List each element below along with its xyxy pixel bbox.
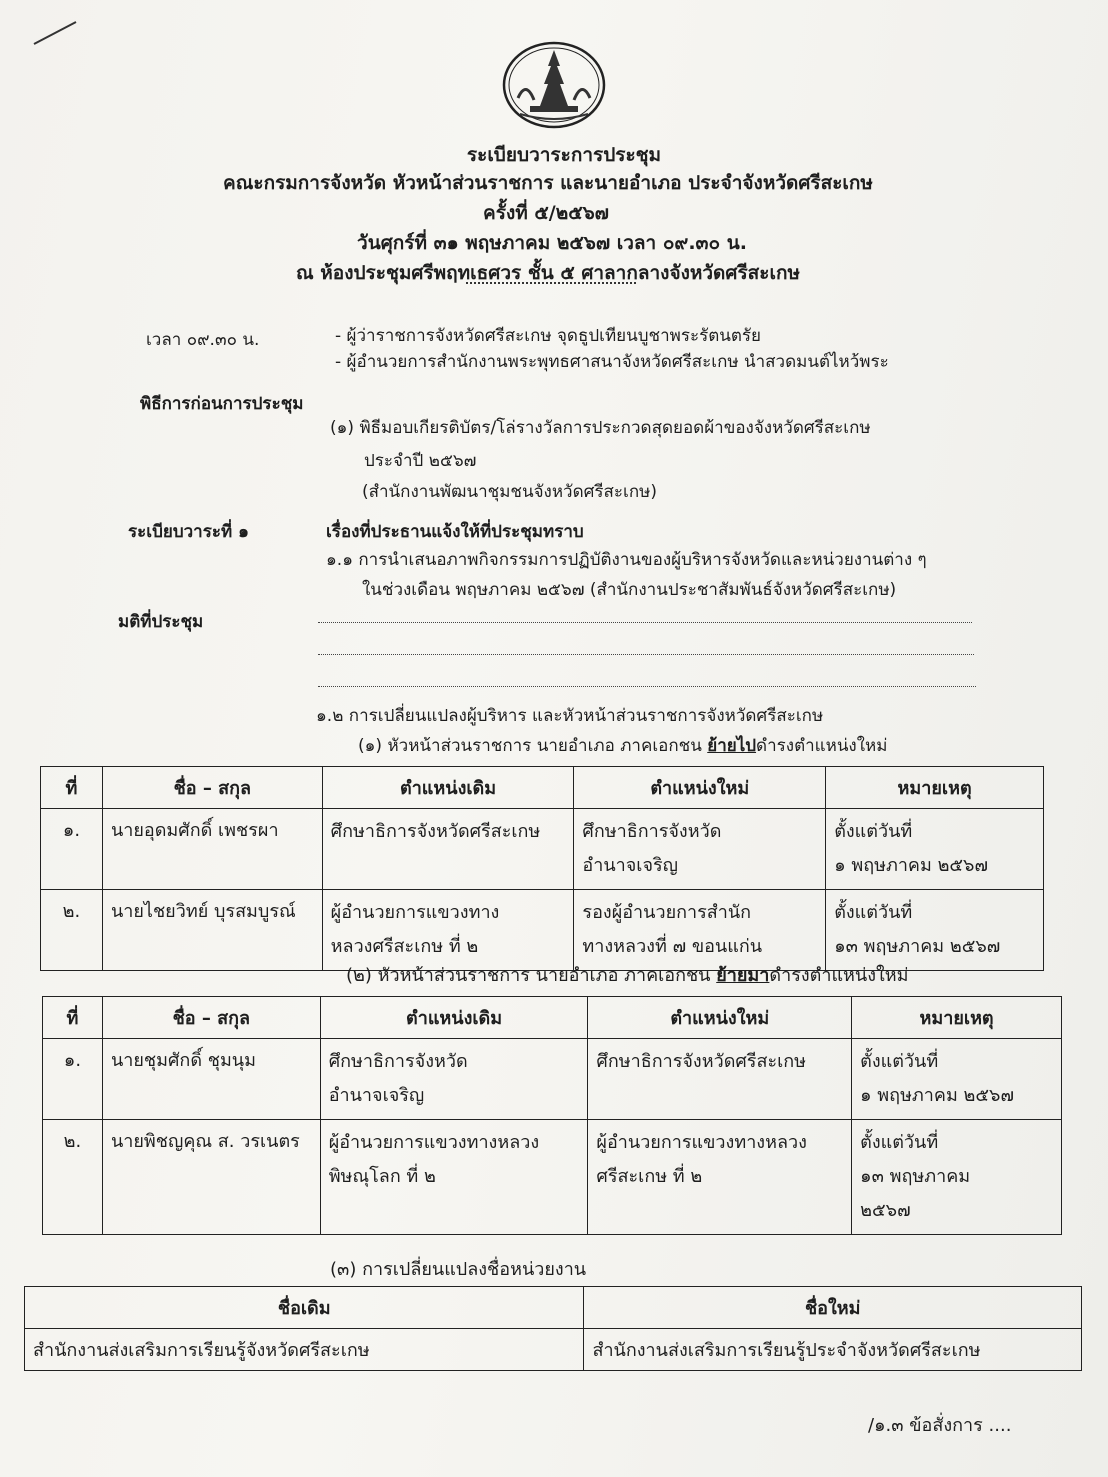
agenda-item-1-1: ๑.๑ การนำเสนอภาพกิจกรรมการปฏิบัติงานของผู้บริหารจังหวัดและหน่วยงานต่าง ๆ: [326, 550, 927, 570]
old-agency-name: สำนักงานส่งเสริมการเรียนรู้จังหวัดศรีสะเกษ: [25, 1329, 584, 1371]
column-header: ตำแหน่งใหม่: [588, 997, 852, 1039]
remark: ตั้งแต่วันที่ ๑ พฤษภาคม ๒๕๖๗: [852, 1039, 1062, 1120]
pre-meeting-item-year: ประจำปี ๒๕๖๗: [364, 451, 477, 471]
agenda-item-1-1-cont: ในช่วงเดือน พฤษภาคม ๒๕๖๗ (สำนักงานประชาสัมพันธ์จังหวัดศรีสะเกษ): [362, 580, 897, 600]
table-header-row: [43, 997, 1062, 1039]
resolution-label: มติที่ประชุม: [118, 612, 204, 632]
pen-stroke-mark: [30, 18, 80, 48]
committee-name: คณะกรมการจังหวัด หัวหน้าส่วนราชการ และนายอำเภอ ประจำจังหวัดศรีสะเกษ: [223, 172, 873, 194]
table-row: [43, 1120, 1062, 1235]
moved-in-table: [42, 996, 1062, 1235]
column-header: หมายเหตุ: [826, 767, 1044, 809]
person-name: นายชุมศักดิ์ ชุมนุม: [102, 1039, 320, 1120]
document-title: ระเบียบวาระการประชุม: [466, 144, 662, 166]
resolution-fill-line: [318, 686, 976, 687]
table-row: [43, 1039, 1062, 1120]
section-1-heading: (๑) หัวหน้าส่วนราชการ นายอำเภอ ภาคเอกชน ย้ายไปดำรงตำแหน่งใหม่: [358, 736, 888, 756]
row-number: ๑.: [41, 809, 103, 890]
meeting-venue: ณ ห้องประชุมศรีพฤทเธศวร ชั้น ๕ ศาลากลางจังหวัดศรีสะเกษ: [296, 262, 800, 284]
new-position: รองผู้อำนวยการสำนัก ทางหลวงที่ ๗ ขอนแก่น: [574, 890, 826, 971]
column-header: ชื่อ – สกุล: [102, 767, 322, 809]
schedule-item: - ผู้ว่าราชการจังหวัดศรีสะเกษ จุดธูปเทียนบูชาพระรัตนตรัย: [335, 326, 762, 346]
column-header: ที่: [41, 767, 103, 809]
rename-table: [24, 1286, 1082, 1371]
agenda-item-1-2: ๑.๒ การเปลี่ยนแปลงผู้บริหาร และหัวหน้าส่วนราชการจังหวัดศรีสะเกษ: [316, 706, 824, 726]
column-header: ตำแหน่งเดิม: [320, 997, 588, 1039]
person-name: นายอุดมศักดิ์ เพชรผา: [102, 809, 322, 890]
agenda-1-label: ระเบียบวาระที่ ๑: [128, 522, 249, 542]
person-name: นายพิชญคุณ ส. วรเนตร: [102, 1120, 320, 1235]
moved-out-table: [40, 766, 1044, 971]
schedule-time: เวลา ๐๙.๓๐ น.: [146, 330, 260, 350]
column-header: หมายเหตุ: [852, 997, 1062, 1039]
agenda-1-title: เรื่องที่ประธานแจ้งให้ที่ประชุมทราบ: [326, 522, 584, 542]
table-row: [41, 890, 1044, 971]
table-row: [41, 809, 1044, 890]
column-header: ที่: [43, 997, 103, 1039]
session-number: ครั้งที่ ๕/๒๕๖๗: [483, 202, 609, 224]
pre-meeting-item-source: (สำนักงานพัฒนาชุมชนจังหวัดศรีสะเกษ): [362, 482, 657, 502]
column-header: ตำแหน่งเดิม: [322, 767, 574, 809]
section-3-heading: (๓) การเปลี่ยนแปลงชื่อหน่วยงาน: [330, 1259, 587, 1280]
pre-meeting-item: (๑) พิธีมอบเกียรติบัตร/โล่รางวัลการประกวดสุดยอดผ้าของจังหวัดศรีสะเกษ: [330, 418, 871, 438]
column-header: ชื่อใหม่: [584, 1287, 1082, 1329]
old-position: ศึกษาธิการจังหวัดศรีสะเกษ: [322, 809, 574, 890]
header-divider: [466, 282, 636, 284]
old-position: ศึกษาธิการจังหวัด อำนาจเจริญ: [320, 1039, 588, 1120]
resolution-fill-line: [318, 654, 974, 655]
remark: ตั้งแต่วันที่ ๑๓ พฤษภาคม ๒๕๖๗: [826, 890, 1044, 971]
new-position: ศึกษาธิการจังหวัด อำนาจเจริญ: [574, 809, 826, 890]
schedule-item: - ผู้อำนวยการสำนักงานพระพุทธศาสนาจังหวัดศรีสะเกษ นำสวดมนต์ไหว้พระ: [335, 352, 889, 372]
row-number: ๑.: [43, 1039, 103, 1120]
table-header-row: [41, 767, 1044, 809]
meeting-date: วันศุกร์ที่ ๓๑ พฤษภาคม ๒๕๖๗ เวลา ๐๙.๓๐ น.: [357, 232, 747, 254]
person-name: นายไชยวิทย์ บุรสมบูรณ์: [102, 890, 322, 971]
row-number: ๒.: [43, 1120, 103, 1235]
table-header-row: [25, 1287, 1082, 1329]
column-header: ชื่อเดิม: [25, 1287, 584, 1329]
continuation-note: /๑.๓ ข้อสั่งการ ....: [868, 1415, 1012, 1436]
column-header: ชื่อ – สกุล: [102, 997, 320, 1039]
new-agency-name: สำนักงานส่งเสริมการเรียนรู้ประจำจังหวัดศรีสะเกษ: [584, 1329, 1082, 1371]
remark: ตั้งแต่วันที่ ๑๓ พฤษภาคม ๒๕๖๗: [852, 1120, 1062, 1235]
provincial-seal-emblem: [500, 40, 608, 130]
column-header: ตำแหน่งใหม่: [574, 767, 826, 809]
old-position: ผู้อำนวยการแขวงทาง หลวงศรีสะเกษ ที่ ๒: [322, 890, 574, 971]
section-2-heading: (๒) หัวหน้าส่วนราชการ นายอำเภอ ภาคเอกชน ย้ายมาดำรงตำแหน่งใหม่: [346, 965, 909, 986]
resolution-fill-line: [318, 622, 972, 623]
remark: ตั้งแต่วันที่ ๑ พฤษภาคม ๒๕๖๗: [826, 809, 1044, 890]
old-position: ผู้อำนวยการแขวงทางหลวง พิษณุโลก ที่ ๒: [320, 1120, 588, 1235]
table-row: [25, 1329, 1082, 1371]
row-number: ๒.: [41, 890, 103, 971]
new-position: ผู้อำนวยการแขวงทางหลวง ศรีสะเกษ ที่ ๒: [588, 1120, 852, 1235]
new-position: ศึกษาธิการจังหวัดศรีสะเกษ: [588, 1039, 852, 1120]
pre-meeting-label: พิธีการก่อนการประชุม: [140, 394, 304, 414]
